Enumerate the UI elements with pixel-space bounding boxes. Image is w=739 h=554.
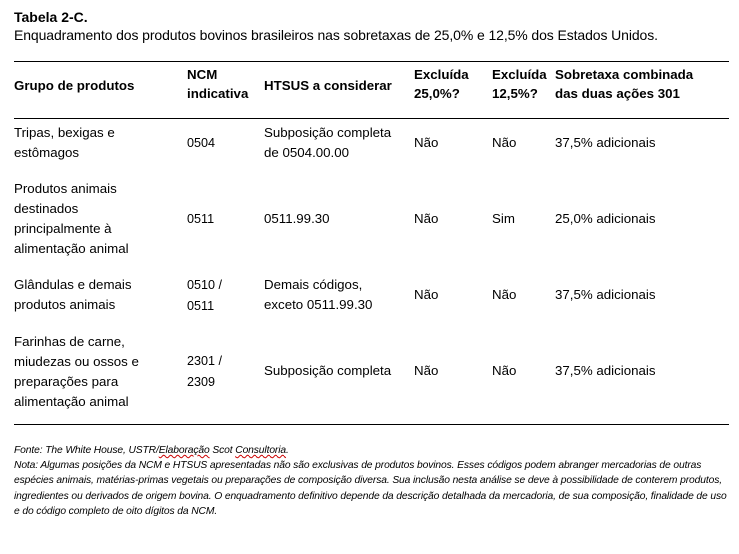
header-excl25-line2: 25,0%? [414, 86, 460, 101]
header-excl25-line1: Excluída [414, 67, 469, 82]
table-row-1-htsus [264, 123, 391, 163]
table-row-2-htsus: 0511.99.30 [264, 211, 330, 226]
table-row-2-excl12: Sim [492, 211, 515, 226]
footnote-text: Nota: Algumas posições da NCM e HTSUS apresentadas não são exclusivas de produtos bovinos. Esses códigos podem abranger mercadorias de outras espécies animais, matérias-primas vegetais ou preparações de composição diversa. Sua inclusão nesta análise se deve à possibilidade de conterem produtos, ingredientes ou derivados de origem bovina. O enquadramento definitivo depende da descrição detalhada da mercadoria, de sua composição, finalidade de uso e do código completo de oito dígitos da NCM. [14, 460, 727, 517]
cell-text: alimentação animal [14, 241, 129, 256]
table-row-3-group [14, 275, 132, 315]
table-subtitle: Enquadramento dos produtos bovinos brasileiros nas sobretaxas de 25,0% e 12,5% dos Estados Unidos. [14, 27, 658, 43]
table-row-2-surcharge: 25,0% adicionais [555, 211, 656, 226]
cell-text: exceto 0511.99.30 [264, 297, 373, 312]
table-row-3-excl12: Não [492, 287, 517, 302]
header-htsus: HTSUS a considerar [264, 78, 392, 93]
cell-text: 2309 [187, 375, 216, 389]
cell-text: 0510 / [187, 278, 223, 292]
cell-text: estômagos [14, 145, 80, 160]
cell-text: produtos animais [14, 297, 116, 312]
header-excl12-line2: 12,5%? [492, 86, 538, 101]
header-ncm [187, 65, 248, 103]
table-row-1-excl12: Não [492, 135, 517, 150]
cell-text: de 0504.00.00 [264, 145, 350, 160]
cell-text: Demais códigos, [264, 277, 363, 292]
source-word-scot: Scot [209, 445, 236, 456]
table-row-3-excl25: Não [414, 287, 439, 302]
cell-text: destinados [14, 201, 79, 216]
table-row-3-surcharge: 37,5% adicionais [555, 287, 656, 302]
header-surcharge-line2: das duas ações 301 [555, 86, 680, 101]
table-header-rule [14, 118, 729, 119]
table-row-4-group [14, 332, 139, 412]
cell-text: miudezas ou ossos e [14, 354, 139, 369]
table-row-2-excl25: Não [414, 211, 439, 226]
cell-text: Glândulas e demais [14, 277, 132, 292]
header-surcharge [555, 65, 693, 103]
header-excl12 [492, 65, 547, 103]
cell-text: principalmente à [14, 221, 112, 236]
header-excl25 [414, 65, 469, 103]
cell-text: 2301 / [187, 354, 223, 368]
cell-text: Tripas, bexigas e [14, 125, 115, 140]
header-ncm-line2: indicativa [187, 86, 249, 101]
table-row-2-ncm: 0511 [187, 212, 215, 226]
table-row-1-ncm: 0504 [187, 136, 216, 150]
table-row-1-group [14, 123, 115, 163]
source-word-consultoria: Consultoria [235, 445, 287, 456]
cell-text: Subposição completa [264, 125, 392, 140]
source-note [14, 443, 729, 458]
header-surcharge-line1: Sobretaxa combinada [555, 67, 694, 82]
cell-text: 0511 [187, 299, 215, 313]
table-row-3-htsus [264, 275, 372, 315]
cell-text: alimentação animal [14, 394, 129, 409]
header-ncm-line1: NCM [187, 67, 218, 82]
table-row-4-htsus: Subposição completa [264, 363, 392, 378]
cell-text: preparações para [14, 374, 119, 389]
table-row-1-surcharge: 37,5% adicionais [555, 135, 656, 150]
table-row-4-excl12: Não [492, 363, 517, 378]
table-row-2-group [14, 179, 129, 259]
cell-text: Produtos animais [14, 181, 117, 196]
source-prefix: Fonte: The White House, USTR/ [14, 445, 159, 456]
header-excl12-line1: Excluída [492, 67, 547, 82]
table-row-3-ncm [187, 275, 222, 317]
table-title: Tabela 2-C. [14, 9, 88, 25]
table-footnotes [14, 443, 729, 519]
table-row-4-surcharge: 37,5% adicionais [555, 363, 656, 378]
table-row-4-excl25: Não [414, 363, 439, 378]
source-end: . [286, 445, 289, 456]
table-row-4-ncm [187, 351, 222, 393]
table-bottom-rule [14, 424, 729, 425]
header-group: Grupo de produtos [14, 78, 135, 93]
source-word-elaboracao: Elaboração [158, 445, 210, 456]
table-top-rule [14, 61, 729, 62]
table-row-1-excl25: Não [414, 135, 439, 150]
cell-text: Farinhas de carne, [14, 334, 125, 349]
table-caption [14, 9, 729, 44]
